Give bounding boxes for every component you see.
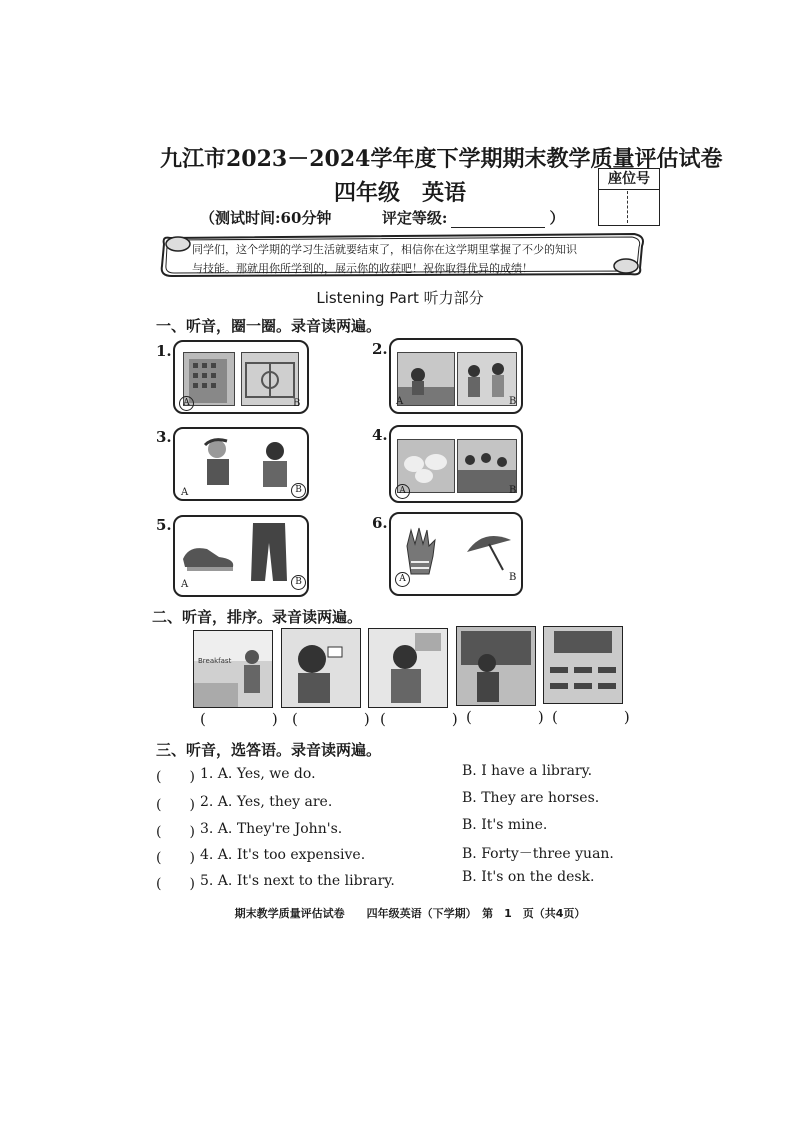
- q2-option-a[interactable]: A: [396, 396, 404, 407]
- q3-5-option-a[interactable]: 5. A. It's next to the library.: [200, 873, 395, 889]
- exam-subtitle: 四年级 英语: [333, 180, 466, 206]
- info-close: ）: [549, 209, 565, 227]
- q6-option-a[interactable]: A: [395, 572, 410, 587]
- order-blank-2[interactable]: ( ): [292, 710, 382, 728]
- q3-2-option-a[interactable]: 2. A. Yes, they are.: [200, 794, 333, 810]
- q3-box: [173, 427, 309, 501]
- order-blank-1[interactable]: ( ): [200, 710, 290, 728]
- q1-option-a[interactable]: A: [179, 396, 194, 411]
- q4-number: 4.: [372, 426, 388, 444]
- q3-1-paren[interactable]: ( ): [156, 769, 195, 785]
- q3-2-option-b[interactable]: B. They are horses.: [462, 790, 600, 806]
- q5-number: 5.: [156, 516, 172, 534]
- order-image-5[interactable]: [543, 626, 623, 704]
- section1-title: 一、听音，圈一圈。录音读两遍。: [156, 317, 382, 335]
- q3-3-option-b[interactable]: B. It's mine.: [462, 817, 548, 833]
- board-text: Breakfast: [198, 657, 232, 665]
- test-time: （测试时间:60分钟: [200, 209, 332, 227]
- court-image[interactable]: [241, 352, 299, 406]
- classroom-image[interactable]: [397, 352, 455, 406]
- q4-box: [389, 425, 523, 503]
- q6-option-b[interactable]: B: [509, 572, 517, 583]
- seat-number-box: [598, 168, 660, 226]
- order-image-2[interactable]: [281, 628, 361, 708]
- q3-5-option-b[interactable]: B. It's on the desk.: [462, 869, 595, 885]
- q5-box: [173, 515, 309, 597]
- q3-3-option-a[interactable]: 3. A. They're John's.: [200, 821, 343, 837]
- exam-title: 九江市2023－2024学年度下学期期末教学质量评估试卷: [160, 146, 723, 172]
- q3-number: 3.: [156, 428, 172, 446]
- section2-title: 二、听音，排序。录音读两遍。: [152, 608, 363, 626]
- order-blank-3[interactable]: ( ): [380, 710, 470, 728]
- q3-4-option-b[interactable]: B. Forty－three yuan.: [462, 846, 614, 862]
- q1-number: 1.: [156, 342, 172, 360]
- grade-label: 评定等级:: [381, 209, 448, 227]
- page-footer: 期末教学质量评估试卷 四年级英语（下学期） 第 1 页（共4页）: [234, 907, 586, 920]
- part-title: Listening Part 听力部分: [316, 289, 484, 307]
- q3-1-option-a[interactable]: 1. A. Yes, we do.: [200, 766, 316, 782]
- intro-text: [192, 240, 632, 278]
- seat-divider: [627, 191, 628, 223]
- q6-number: 6.: [372, 514, 388, 532]
- q2-box: [389, 338, 523, 414]
- q5-option-a[interactable]: A: [181, 579, 189, 590]
- q4-option-b[interactable]: B: [509, 485, 517, 496]
- q3-option-b[interactable]: B: [291, 483, 306, 498]
- cold-girl-image[interactable]: [255, 437, 295, 491]
- umbrella-image[interactable]: [463, 526, 515, 576]
- intro-line-1: 同学们，这个学期的学习生活就要结束了，相信你在这学期里掌握了不少的知识: [192, 243, 577, 256]
- q3-4-paren[interactable]: ( ): [156, 850, 195, 866]
- section3-title: 三、听音，选答语。录音读两遍。: [156, 741, 382, 759]
- q5-option-b[interactable]: B: [291, 575, 306, 590]
- shoes-image[interactable]: [179, 535, 239, 575]
- q2-number: 2.: [372, 340, 388, 358]
- q3-option-a[interactable]: A: [181, 487, 189, 498]
- q3-5-paren[interactable]: ( ): [156, 876, 195, 892]
- exam-info: [200, 207, 600, 228]
- q3-3-paren[interactable]: ( ): [156, 824, 195, 840]
- q1-box: [173, 340, 309, 414]
- q4-option-a[interactable]: A: [395, 484, 410, 499]
- q3-2-paren[interactable]: ( ): [156, 797, 195, 813]
- q2-option-b[interactable]: B: [509, 396, 517, 407]
- q3-4-option-a[interactable]: 4. A. It's too expensive.: [200, 847, 366, 863]
- order-blank-4[interactable]: ( ): [466, 708, 556, 726]
- intro-line-2: 与技能。那就用你所学到的，展示你的收获吧！祝你取得优异的成绩！: [192, 262, 533, 275]
- grade-blank[interactable]: [451, 227, 545, 228]
- pants-image[interactable]: [247, 521, 291, 585]
- crowd-image[interactable]: [457, 439, 517, 493]
- order-image-4[interactable]: [456, 626, 536, 706]
- seat-number-label: 座位号: [599, 169, 659, 190]
- people-image[interactable]: [457, 352, 517, 406]
- q6-box: [389, 512, 523, 596]
- order-image-3[interactable]: [368, 628, 448, 708]
- hot-boy-image[interactable]: [197, 435, 241, 493]
- q1-option-b[interactable]: B: [293, 398, 301, 409]
- order-image-1[interactable]: [193, 630, 273, 708]
- order-blank-5[interactable]: ( ): [552, 708, 642, 726]
- q3-1-option-b[interactable]: B. I have a library.: [462, 763, 593, 779]
